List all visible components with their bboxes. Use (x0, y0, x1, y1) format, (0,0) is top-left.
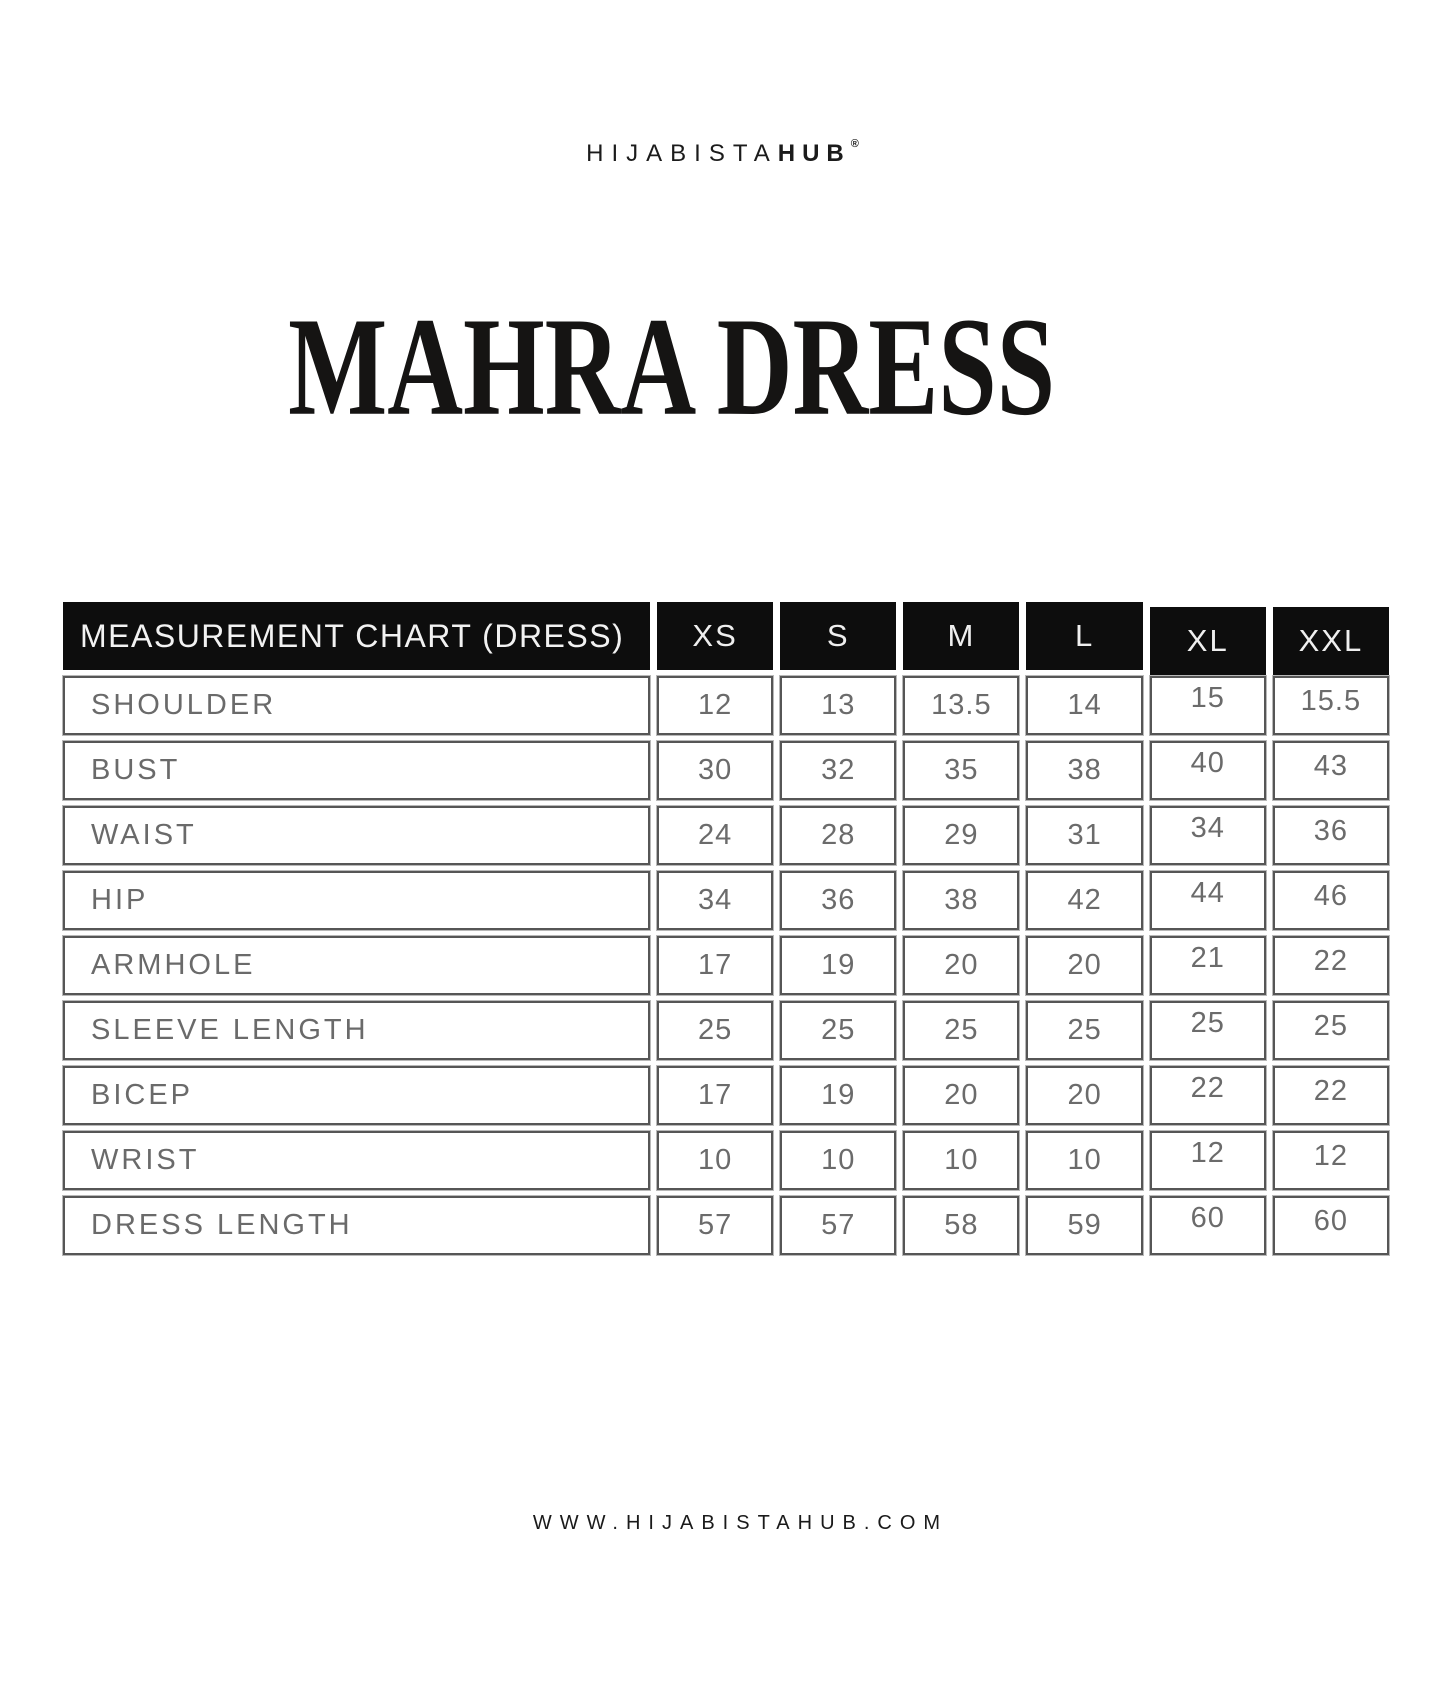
value-cell-text: 10 (697, 1144, 733, 1176)
value-cell-text: 12 (1190, 1137, 1225, 1169)
value-cell-text: 10 (1067, 1144, 1102, 1176)
value-cell-text: 29 (944, 819, 979, 851)
value-cell (780, 1066, 896, 1125)
table-header-size-m: M (903, 602, 1019, 670)
value-cell-text: 30 (697, 754, 733, 786)
value-cell-text: 13.5 (931, 689, 992, 721)
value-cell-text: 22 (1313, 945, 1349, 977)
value-cell (1026, 1196, 1142, 1255)
value-cell-text: 58 (944, 1209, 979, 1241)
website-url: WWW.HIJABISTAHUB.COM (532, 1512, 949, 1534)
row-label-armhole: ARMHOLE (63, 936, 650, 995)
value-cell-text: 44 (1190, 877, 1225, 909)
value-cell (780, 676, 896, 735)
value-cell-text: 15 (1190, 682, 1225, 714)
value-cell-text: 17 (697, 1079, 733, 1111)
value-cell (1026, 1066, 1142, 1125)
value-cell (1150, 871, 1266, 930)
value-cell-text: 38 (944, 884, 979, 916)
table-header-size-xl: XL (1150, 607, 1266, 675)
value-cell-text: 24 (697, 819, 733, 851)
value-cell-text: 25 (1067, 1014, 1102, 1046)
value-cell (1273, 741, 1389, 800)
value-cell (657, 1001, 773, 1060)
value-cell (903, 1131, 1019, 1190)
value-cell (1273, 1001, 1389, 1060)
measurement-table (63, 602, 1389, 1255)
value-cell (903, 806, 1019, 865)
value-cell (1273, 1196, 1389, 1255)
row-label-wrist: WRIST (63, 1131, 650, 1190)
value-cell (780, 871, 896, 930)
value-cell-text: 40 (1190, 747, 1225, 779)
value-cell-text: 60 (1313, 1205, 1349, 1237)
value-cell (657, 1066, 773, 1125)
value-cell (1150, 1001, 1266, 1060)
value-cell-text: 20 (944, 1079, 979, 1111)
value-cell-text: 19 (821, 1079, 856, 1111)
value-cell-text: 17 (697, 949, 733, 981)
value-cell-text: 57 (821, 1209, 856, 1241)
value-cell-text: 10 (821, 1144, 856, 1176)
value-cell (1026, 871, 1142, 930)
value-cell (657, 741, 773, 800)
value-cell (903, 871, 1019, 930)
row-label-bust: BUST (63, 741, 650, 800)
product-title-wrap (0, 288, 1445, 445)
value-cell-text: 20 (1067, 949, 1102, 981)
value-cell (903, 676, 1019, 735)
value-cell (1026, 741, 1142, 800)
value-cell-text: 46 (1313, 880, 1349, 912)
brand-logo (0, 138, 1445, 168)
value-cell (657, 871, 773, 930)
row-label-shoulder: SHOULDER (63, 676, 650, 735)
value-cell-text: 22 (1190, 1072, 1225, 1104)
value-cell (657, 676, 773, 735)
value-cell (1150, 741, 1266, 800)
value-cell (1026, 1001, 1142, 1060)
value-cell-text: 57 (697, 1209, 733, 1241)
value-cell (780, 806, 896, 865)
value-cell-text: 31 (1067, 819, 1102, 851)
value-cell (1150, 676, 1266, 735)
brand-name-bold: HUB (777, 140, 851, 167)
value-cell-text: 36 (821, 884, 856, 916)
value-cell-text: 20 (944, 949, 979, 981)
value-cell (1026, 1131, 1142, 1190)
value-cell-text: 19 (821, 949, 856, 981)
value-cell-text: 12 (1313, 1140, 1349, 1172)
value-cell (780, 741, 896, 800)
value-cell-text: 42 (1067, 884, 1102, 916)
value-cell (903, 741, 1019, 800)
value-cell (903, 1001, 1019, 1060)
value-cell-text: 13 (821, 689, 856, 721)
value-cell-text: 32 (821, 754, 856, 786)
value-cell-text: 43 (1313, 750, 1349, 782)
value-cell (1273, 1131, 1389, 1190)
registered-trademark-symbol: ® (850, 138, 859, 150)
value-cell-text: 14 (1067, 689, 1102, 721)
value-cell (1026, 936, 1142, 995)
table-header-size-s: S (780, 602, 896, 670)
value-cell (657, 1131, 773, 1190)
value-cell (1150, 936, 1266, 995)
value-cell (1150, 1131, 1266, 1190)
value-cell (1150, 1066, 1266, 1125)
value-cell (780, 1131, 896, 1190)
value-cell (1026, 676, 1142, 735)
value-cell-text: 25 (944, 1014, 979, 1046)
value-cell-text: 22 (1313, 1075, 1349, 1107)
value-cell-text: 34 (1190, 812, 1225, 844)
value-cell-text: 36 (1313, 815, 1349, 847)
value-cell-text: 21 (1190, 942, 1225, 974)
value-cell (903, 1066, 1019, 1125)
value-cell (903, 1196, 1019, 1255)
website-footer (18, 1512, 1445, 1535)
row-label-waist: WAIST (63, 806, 650, 865)
value-cell (657, 1196, 773, 1255)
row-label-dress-length: DRESS LENGTH (63, 1196, 650, 1255)
value-cell (1273, 806, 1389, 865)
brand-name-regular: HIJABISTA (586, 140, 778, 167)
table-header-size-l: L (1026, 602, 1142, 670)
table-header-label: MEASUREMENT CHART (DRESS) (63, 602, 650, 670)
row-label-sleeve-length: SLEEVE LENGTH (63, 1001, 650, 1060)
value-cell-text: 10 (944, 1144, 979, 1176)
value-cell-text: 25 (1313, 1010, 1349, 1042)
value-cell (1273, 936, 1389, 995)
value-cell (903, 936, 1019, 995)
value-cell-text: 28 (821, 819, 856, 851)
value-cell-text: 15.5 (1300, 685, 1362, 717)
value-cell (1273, 1066, 1389, 1125)
value-cell-text: 25 (1190, 1007, 1225, 1039)
value-cell (657, 936, 773, 995)
row-label-hip: HIP (63, 871, 650, 930)
value-cell-text: 25 (697, 1014, 733, 1046)
value-cell-text: 34 (697, 884, 733, 916)
value-cell (1273, 676, 1389, 735)
value-cell-text: 20 (1067, 1079, 1102, 1111)
table-header-size-xxl: XXL (1273, 607, 1389, 675)
value-cell-text: 59 (1067, 1209, 1102, 1241)
value-cell-text: 60 (1190, 1202, 1225, 1234)
value-cell (780, 1001, 896, 1060)
value-cell-text: 25 (821, 1014, 856, 1046)
value-cell (1273, 871, 1389, 930)
value-cell (780, 1196, 896, 1255)
value-cell (1150, 1196, 1266, 1255)
value-cell-text: 38 (1067, 754, 1102, 786)
value-cell (1150, 806, 1266, 865)
value-cell (780, 936, 896, 995)
row-label-bicep: BICEP (63, 1066, 650, 1125)
value-cell-text: 12 (697, 689, 733, 721)
table-header-size-xs: XS (657, 602, 773, 670)
value-cell-text: 35 (944, 754, 979, 786)
value-cell (657, 806, 773, 865)
product-title: MAHRA DRESS (288, 288, 1055, 445)
value-cell (1026, 806, 1142, 865)
